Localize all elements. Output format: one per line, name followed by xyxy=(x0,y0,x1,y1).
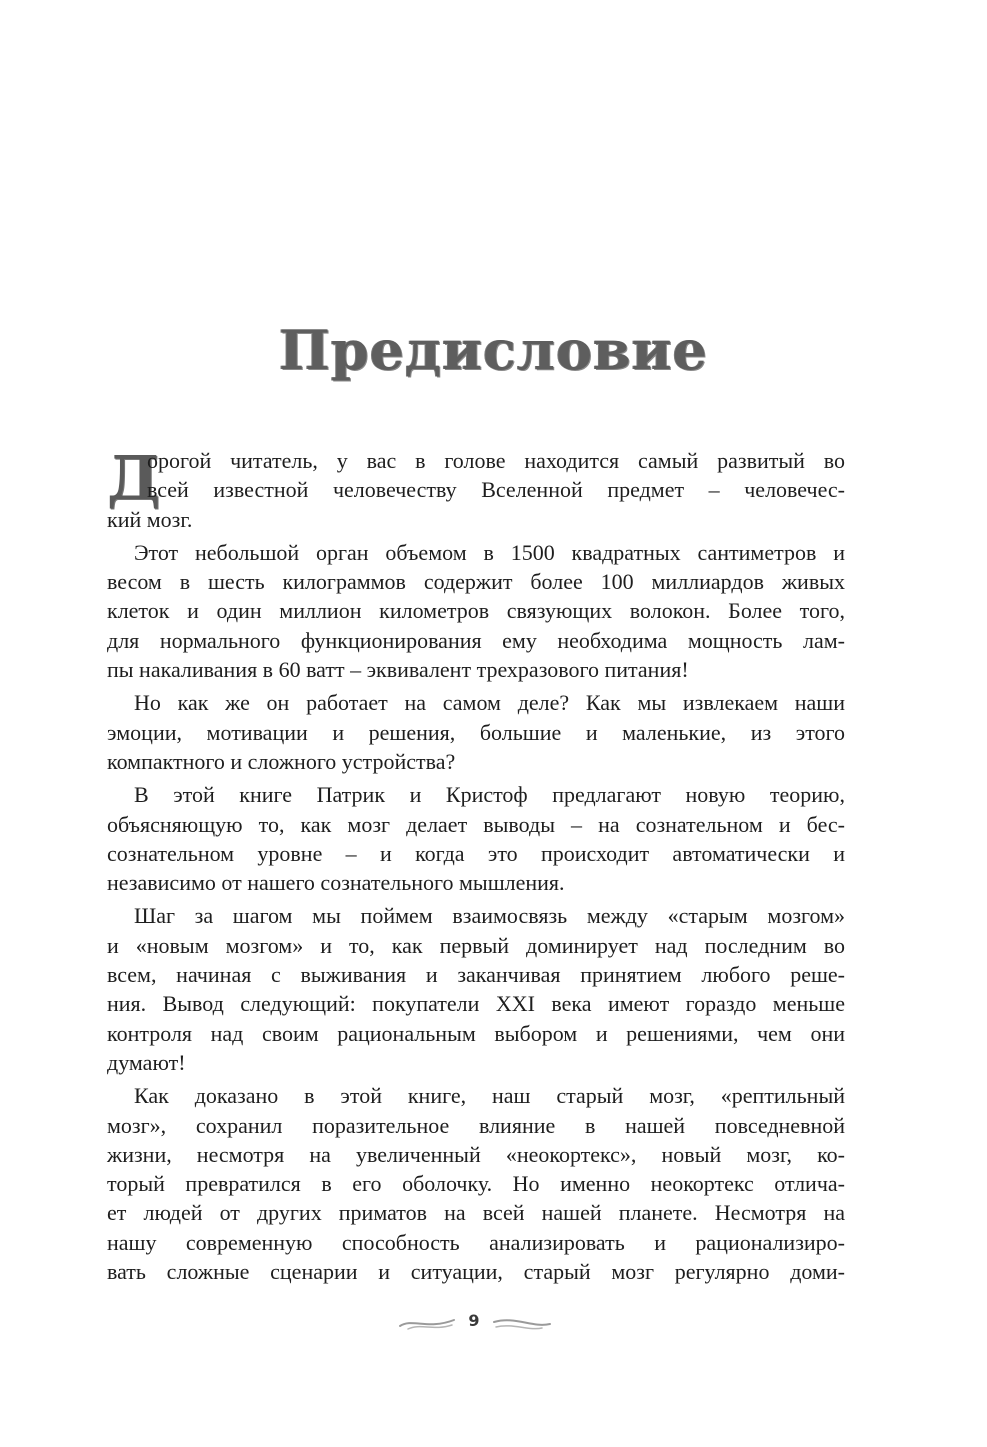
text-line: пы накаливания в 60 ватт – эквивалент трехразового питания! xyxy=(107,657,689,683)
text-line: всей известной человечеству Вселенной предмет – человечес- xyxy=(147,477,845,503)
text-line: Но как же он работает на самом деле? Как мы извлекаем наши xyxy=(134,690,845,716)
left-swoosh-ornament-icon xyxy=(398,1314,456,1334)
text-line: эмоции, мотивации и решения, большие и маленькие, из этого xyxy=(107,719,845,745)
text-line: для нормального функционирования ему необходима мощность лам- xyxy=(107,627,845,653)
page-number: 9 xyxy=(468,1311,480,1330)
text-line: ет людей от других приматов на всей нашей планете. Несмотря на xyxy=(107,1200,845,1226)
text-line: ния. Вывод следующий: покупатели XXI века имеют гораздо меньше xyxy=(107,991,845,1017)
text-line: думают! xyxy=(107,1049,186,1075)
text-line: Как доказано в этой книге, наш старый мозг, «рептильный xyxy=(134,1083,845,1109)
text-line: контроля над своим рациональным выбором и решениями, чем они xyxy=(107,1020,845,1046)
right-swoosh-ornament-icon xyxy=(492,1314,552,1334)
text-line: мозг», сохранил поразительное влияние в нашей повседневной xyxy=(107,1112,845,1138)
text-line: орогой читатель, у вас в голове находится самый развитый во xyxy=(147,448,845,473)
chapter-title: Предисловие xyxy=(278,318,709,382)
body-text xyxy=(107,446,845,1286)
text-line: вать сложные сценарии и ситуации, старый мозг регулярно доми- xyxy=(107,1259,845,1285)
text-line: компактного и сложного устройства? xyxy=(107,748,456,774)
page-footer xyxy=(0,1308,987,1338)
text-line: сознательном уровне – и когда это происходит автоматически и xyxy=(107,840,845,866)
text-line: нашу современную способность анализировать и рационализиро- xyxy=(107,1229,845,1255)
text-line: кий мозг. xyxy=(107,506,193,532)
text-line: торый превратился в его оболочку. Но именно неокортекс отлича- xyxy=(107,1171,845,1197)
text-line: клеток и один миллион километров связующих волокон. Более того, xyxy=(107,598,845,624)
text-line: объясняющую то, как мозг делает выводы – на сознательном и бес- xyxy=(107,811,845,837)
text-line: В этой книге Патрик и Кристоф предлагают новую теорию, xyxy=(134,782,845,808)
text-line: Шаг за шагом мы поймем взаимосвязь между «старым мозгом» xyxy=(134,903,845,929)
text-line: весом в шесть килограммов содержит более 100 миллиардов живых xyxy=(107,569,845,595)
text-line: всем, начиная с выживания и заканчивая принятием любого реше- xyxy=(107,962,845,988)
drop-cap-letter: Д xyxy=(107,444,161,514)
text-line: и «новым мозгом» и то, как первый доминирует над последним во xyxy=(107,932,845,958)
text-line: Этот небольшой орган объемом в 1500 квадратных сантиметров и xyxy=(134,539,845,565)
text-line: жизни, несмотря на увеличенный «неокортекс», новый мозг, ко- xyxy=(107,1141,845,1167)
text-line: независимо от нашего сознательного мышления. xyxy=(107,870,565,896)
